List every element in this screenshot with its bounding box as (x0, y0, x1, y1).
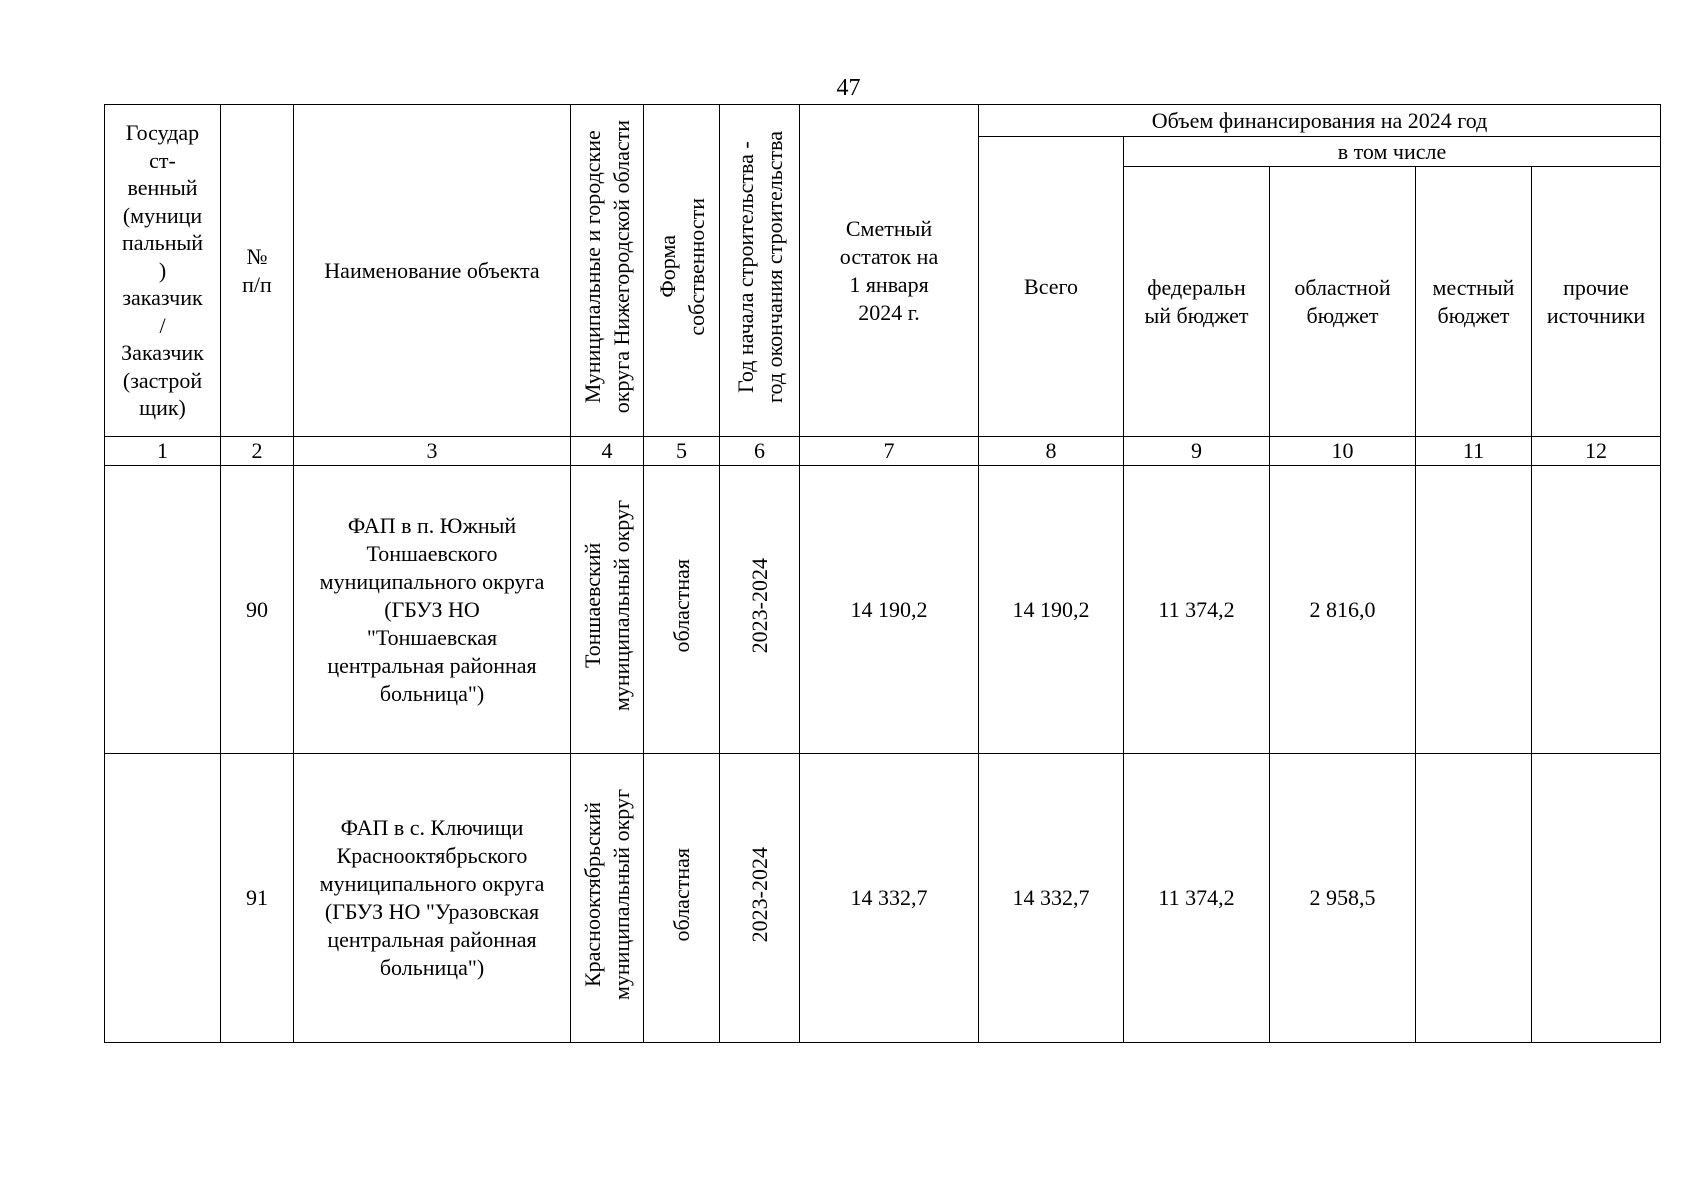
column-number: 7 (800, 437, 979, 466)
row-number: 90 (221, 466, 294, 754)
row-estimate: 14 190,2 (800, 466, 979, 754)
row-customer (105, 466, 221, 754)
row-object-name: ФАП в с. Ключищи Краснооктябрьского муниципального округа (ГБУЗ НО "Уразовская центральная районная больница") (294, 754, 571, 1043)
row-ownership (644, 754, 720, 1043)
column-number: 11 (1416, 437, 1532, 466)
row-years-vertical: 2023-2024 (747, 558, 772, 654)
row-object-name: ФАП в п. Южный Тоншаевского муниципального округа (ГБУЗ НО "Тоншаевская центральная районная больница") (294, 466, 571, 754)
column-number: 6 (720, 437, 800, 466)
header-object-name: Наименование объекта (294, 105, 571, 437)
row-years-vertical: 2023-2024 (747, 846, 772, 943)
row-district (571, 466, 644, 754)
column-number: 2 (221, 437, 294, 466)
district-header-vertical: Муниципальные и городские округа Нижегородской области (580, 120, 634, 414)
header-years (720, 105, 800, 437)
header-estimate: Сметный остаток на 1 января 2024 г. (800, 105, 979, 437)
column-number: 8 (979, 437, 1124, 466)
row-ownership-vertical: областная (669, 559, 694, 653)
header-other: прочие источники (1532, 167, 1661, 437)
row-number: 91 (221, 754, 294, 1043)
header-ownership (644, 105, 720, 437)
row-local (1416, 754, 1532, 1043)
column-number-row (105, 437, 1661, 466)
row-customer (105, 754, 221, 1043)
header-including: в том числе (1124, 137, 1661, 167)
row-ownership (644, 466, 720, 754)
header-customer (105, 105, 221, 437)
column-number: 3 (294, 437, 571, 466)
row-ownership-vertical: областная (669, 847, 694, 942)
header-total: Всего (979, 137, 1124, 437)
row-district-vertical: Тоншаевский муниципальный округ (580, 500, 634, 712)
header-district (571, 105, 644, 437)
row-other (1532, 466, 1661, 754)
ownership-header-vertical: Форма собственности (654, 198, 709, 336)
construction-funding-table (104, 104, 1661, 1043)
row-years (720, 466, 800, 754)
row-district (571, 754, 644, 1043)
row-federal: 11 374,2 (1124, 466, 1270, 754)
header-federal: федеральн ый бюджет (1124, 167, 1270, 437)
row-local (1416, 466, 1532, 754)
row-federal: 11 374,2 (1124, 754, 1270, 1043)
row-district-vertical: Краснооктябрьский муниципальный округ (580, 788, 634, 1000)
row-regional: 2 816,0 (1270, 466, 1416, 754)
row-estimate: 14 332,7 (800, 754, 979, 1043)
header-regional: областной бюджет (1270, 167, 1416, 437)
column-number: 12 (1532, 437, 1661, 466)
header-local: местный бюджет (1416, 167, 1532, 437)
header-row-1 (105, 105, 1661, 137)
row-other (1532, 754, 1661, 1043)
row-years (720, 754, 800, 1043)
column-number: 10 (1270, 437, 1416, 466)
column-number: 4 (571, 437, 644, 466)
column-number: 9 (1124, 437, 1270, 466)
row-regional: 2 958,5 (1270, 754, 1416, 1043)
table-row (105, 754, 1661, 1043)
years-header-vertical: Год начала строительства - год окончания строительства (732, 131, 787, 403)
customer-header-text: Государ ст- венный (муници пальный ) заказчик / Заказчик (застрой щик) (121, 120, 204, 421)
column-number: 5 (644, 437, 720, 466)
header-number: № п/п (221, 105, 294, 437)
row-total: 14 332,7 (979, 754, 1124, 1043)
column-number: 1 (105, 437, 221, 466)
table-row (105, 466, 1661, 754)
page-number: 47 (836, 75, 861, 101)
row-total: 14 190,2 (979, 466, 1124, 754)
header-funding-title: Объем финансирования на 2024 год (979, 105, 1661, 137)
